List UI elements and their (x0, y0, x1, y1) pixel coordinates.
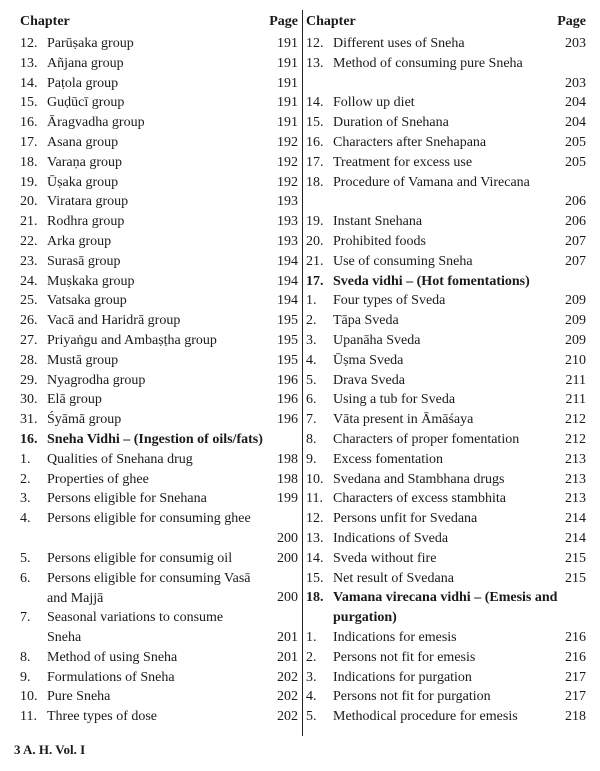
contents-column-right (306, 10, 586, 727)
entry-title: Paṭola group (47, 75, 119, 91)
entry-number: 12. (306, 36, 324, 51)
toc-entry (20, 74, 298, 94)
entry-title: Parūṣaka group (47, 36, 134, 51)
entry-title: Muṣkaka group (47, 273, 135, 289)
entry-number: 21. (20, 214, 38, 230)
toc-entry (20, 54, 298, 74)
entry-number: 27. (20, 332, 38, 348)
entry-title: Arka group (47, 233, 112, 249)
entry-number: 12. (20, 36, 38, 51)
toc-entry (306, 450, 586, 470)
entry-page-number: 204 (565, 115, 586, 131)
entry-title: Śyāmā group (47, 412, 122, 428)
entry-page-number: 204 (565, 95, 586, 111)
toc-entry (306, 687, 586, 707)
column-divider (302, 10, 303, 736)
entry-number: 18. (20, 154, 38, 170)
entry-title: Net result of Svedana (333, 570, 454, 586)
entry-list-right (306, 34, 586, 727)
entry-number: 10. (306, 471, 324, 487)
toc-entry (20, 569, 298, 609)
entry-title: Instant Snehana (333, 214, 423, 230)
entry-title: Prohibited foods (333, 233, 426, 249)
entry-number: 14. (306, 95, 324, 111)
entry-title: Sneha Vidhi – (Ingestion of oils/fats) (47, 431, 263, 447)
entry-page-number: 213 (565, 491, 586, 507)
entry-number: 15. (306, 115, 324, 131)
entry-page-number: 195 (277, 313, 298, 329)
toc-entry (306, 34, 586, 54)
entry-number: 4. (306, 689, 317, 705)
toc-entry (20, 153, 298, 173)
toc-entry (20, 331, 298, 351)
entry-page-number: 193 (277, 233, 298, 249)
entry-page-number: 194 (277, 253, 298, 269)
entry-number: 4. (20, 511, 31, 527)
entry-title: Asana group (47, 134, 119, 150)
entry-number: 3. (306, 332, 317, 348)
entry-number: 13. (306, 55, 324, 71)
toc-entry (20, 232, 298, 252)
entry-page-number: 192 (277, 134, 298, 150)
toc-entry (20, 608, 298, 648)
entry-page-number: 206 (565, 214, 586, 230)
entry-number: 6. (306, 392, 317, 408)
entry-page-number: 200 (277, 550, 298, 566)
entry-number: 17. (20, 134, 38, 150)
entry-title: Characters of excess stambhita (333, 491, 506, 507)
entry-title: Varaṇa group (47, 154, 123, 170)
toc-entry (20, 648, 298, 668)
entry-number: 17. (306, 273, 324, 289)
entry-number: 22. (20, 233, 38, 249)
entry-number: 28. (20, 352, 38, 368)
toc-entry (20, 34, 298, 54)
toc-entry (20, 272, 298, 292)
entry-page-number: 216 (565, 649, 586, 665)
entry-title: Persons eligible for Snehana (47, 491, 207, 507)
column-header-right (306, 10, 586, 34)
entry-page-number: 201 (277, 629, 298, 645)
entry-number: 20. (20, 194, 38, 210)
toc-entry (20, 687, 298, 707)
entry-number: 19. (306, 214, 324, 230)
entry-page-number: 193 (277, 214, 298, 230)
entry-title: Añjana group (47, 55, 124, 71)
entry-page-number: 193 (277, 194, 298, 210)
toc-entry (306, 430, 586, 450)
entry-title: Treatment for excess use (333, 154, 473, 170)
entry-number: 15. (306, 570, 324, 586)
entry-title: Pure Sneha (47, 689, 111, 705)
entry-title: Persons eligible for consuming Vasā and Majjā (47, 570, 251, 606)
entry-title: Persons unfit for Svedana (333, 511, 478, 527)
entry-number: 1. (20, 451, 31, 467)
entry-number: 18. (306, 174, 324, 190)
entry-page-number: 213 (565, 471, 586, 487)
toc-entry (306, 470, 586, 490)
toc-entry (306, 707, 586, 727)
entry-page-number: 211 (565, 392, 586, 408)
entry-number: 9. (20, 669, 31, 685)
entry-number: 2. (306, 649, 317, 665)
entry-title: Nyagrodha group (47, 372, 146, 388)
entry-number: 3. (20, 491, 31, 507)
entry-title: Properties of ghee (47, 471, 149, 487)
toc-entry (20, 311, 298, 331)
entry-title: Sveda without fire (333, 550, 437, 566)
entry-title: Formulations of Sneha (47, 669, 175, 685)
toc-entry (306, 133, 586, 153)
toc-entry (306, 291, 586, 311)
entry-page-number: 212 (565, 431, 586, 447)
entry-title: Procedure of Vamana and Virecana (333, 174, 530, 190)
entry-number: 30. (20, 392, 38, 408)
entry-number: 8. (20, 649, 31, 665)
entry-number: 14. (20, 75, 38, 91)
entry-title: Characters of proper fomentation (333, 431, 520, 447)
entry-number: 5. (306, 709, 317, 725)
toc-entry (306, 371, 586, 391)
toc-entry (306, 232, 586, 252)
entry-page-number: 218 (565, 709, 586, 725)
entry-page-number: 203 (565, 75, 586, 91)
entry-title: Method of consuming pure Sneha (333, 55, 523, 71)
entry-page-number: 207 (565, 233, 586, 249)
entry-number: 20. (306, 233, 324, 249)
entry-title: Indications of Sveda (333, 530, 449, 546)
entry-number: 16. (306, 134, 324, 150)
entry-number: 2. (20, 471, 31, 487)
entry-title: Tāpa Sveda (333, 313, 399, 329)
entry-page-number: 210 (565, 352, 586, 368)
entry-number: 16. (20, 431, 38, 447)
column-header-left (20, 10, 298, 34)
entry-title: Guḍūcī group (47, 95, 125, 111)
toc-entry (20, 489, 298, 509)
toc-entry (20, 668, 298, 688)
entry-page-number: 195 (277, 352, 298, 368)
entry-title: Methodical procedure for emesis (333, 709, 518, 725)
entry-number: 7. (306, 412, 317, 428)
entry-page-number: 215 (565, 570, 586, 586)
entry-title: Seasonal variations to consume Sneha (47, 610, 224, 646)
entry-title: Using a tub for Sveda (333, 392, 456, 408)
contents-column-left (20, 10, 298, 727)
entry-number: 4. (306, 352, 317, 368)
entry-number: 29. (20, 372, 38, 388)
entry-title: Use of consuming Sneha (333, 253, 473, 269)
toc-entry (306, 628, 586, 648)
entry-page-number: 217 (565, 669, 586, 685)
entry-page-number: 215 (565, 550, 586, 566)
entry-number: 31. (20, 412, 38, 428)
entry-title: Priyaṅgu and Ambaṣṭha group (47, 332, 217, 348)
entry-number: 11. (306, 491, 323, 507)
toc-entry (306, 153, 586, 173)
entry-page-number: 196 (277, 412, 298, 428)
toc-entry (306, 252, 586, 272)
entry-number: 15. (20, 95, 38, 111)
entry-page-number: 191 (277, 75, 298, 91)
entry-list-left (20, 34, 298, 727)
page-heading: Page (557, 14, 586, 29)
entry-title: Four types of Sveda (333, 293, 446, 309)
entry-number: 18. (306, 590, 324, 606)
toc-entry (306, 668, 586, 688)
entry-title: Excess fomentation (333, 451, 444, 467)
toc-entry (306, 113, 586, 133)
chapter-heading: Chapter (20, 14, 70, 29)
entry-title: Upanāha Sveda (333, 332, 421, 348)
entry-number: 13. (306, 530, 324, 546)
toc-entry (306, 489, 586, 509)
entry-page-number: 192 (277, 174, 298, 190)
toc-entry (306, 529, 586, 549)
entry-page-number: 194 (277, 273, 298, 289)
footer-signature: 3 A. H. Vol. I (14, 742, 86, 757)
entry-title: Vacā and Haridrā group (47, 313, 181, 329)
toc-entry (20, 351, 298, 371)
section-heading (306, 272, 586, 292)
entry-title: Ūṣma Sveda (333, 352, 404, 368)
entry-number: 6. (20, 570, 31, 586)
entry-page-number: 216 (565, 629, 586, 645)
entry-number: 23. (20, 253, 38, 269)
entry-title: Indications for emesis (333, 629, 457, 645)
toc-entry (306, 648, 586, 668)
entry-number: 1. (306, 629, 317, 645)
toc-entry (20, 549, 298, 569)
entry-number: 21. (306, 253, 324, 269)
entry-page-number: 205 (565, 154, 586, 170)
entry-title: Characters after Snehapana (333, 134, 487, 150)
chapter-heading: Chapter (306, 14, 356, 29)
entry-page-number: 217 (565, 689, 586, 705)
entry-page-number: 194 (277, 293, 298, 309)
entry-page-number: 202 (277, 669, 298, 685)
toc-entry (20, 410, 298, 430)
toc-entry (20, 291, 298, 311)
entry-page-number: 201 (277, 649, 298, 665)
entry-page-number: 206 (565, 194, 586, 210)
toc-entry (306, 509, 586, 529)
entry-page-number: 196 (277, 372, 298, 388)
entry-page-number: 191 (277, 115, 298, 131)
entry-page-number: 207 (565, 253, 586, 269)
entry-title: Sveda vidhi – (Hot fomentations) (333, 273, 530, 289)
entry-number: 12. (306, 511, 324, 527)
entry-page-number: 198 (277, 451, 298, 467)
entry-number: 24. (20, 273, 38, 289)
toc-entry (306, 331, 586, 351)
entry-page-number: 211 (565, 372, 586, 388)
entry-title: Rodhra group (47, 214, 125, 230)
toc-entry (20, 192, 298, 212)
entry-number: 13. (20, 55, 38, 71)
entry-number: 26. (20, 313, 38, 329)
entry-number: 5. (306, 372, 317, 388)
entry-page-number: 191 (277, 55, 298, 71)
entry-title: Qualities of Snehana drug (47, 451, 193, 467)
entry-title: Three types of dose (47, 709, 158, 725)
entry-page-number: 199 (277, 491, 298, 507)
toc-entry (306, 54, 586, 94)
entry-title: Vamana virecana vidhi – (Emesis and purgation) (333, 590, 558, 626)
entry-page-number: 209 (565, 293, 586, 309)
toc-entry (20, 252, 298, 272)
toc-entry (20, 390, 298, 410)
toc-entry (20, 707, 298, 727)
entry-title: Duration of Snehana (333, 115, 449, 131)
entry-number: 25. (20, 293, 38, 309)
entry-page-number: 209 (565, 313, 586, 329)
toc-entry (20, 93, 298, 113)
entry-number: 11. (20, 709, 37, 725)
toc-entry (20, 212, 298, 232)
toc-entry (306, 212, 586, 232)
entry-title: Svedana and Stambhana drugs (333, 471, 505, 487)
entry-page-number: 214 (565, 511, 586, 527)
entry-title: Mustā group (47, 352, 119, 368)
entry-page-number: 203 (565, 36, 586, 51)
section-heading (306, 588, 586, 628)
entry-page-number: 209 (565, 332, 586, 348)
entry-title: Method of using Sneha (47, 649, 178, 665)
entry-title: Indications for purgation (333, 669, 472, 685)
toc-entry (20, 450, 298, 470)
entry-page-number: 212 (565, 412, 586, 428)
entry-number: 1. (306, 293, 317, 309)
toc-entry (306, 311, 586, 331)
entry-title: Āragvadha group (47, 115, 145, 131)
entry-number: 19. (20, 174, 38, 190)
entry-page-number: 200 (277, 590, 298, 606)
entry-title: Surasā group (47, 253, 121, 269)
entry-page-number: 202 (277, 689, 298, 705)
toc-entry (20, 113, 298, 133)
entry-page-number: 200 (277, 530, 298, 546)
entry-page-number: 198 (277, 471, 298, 487)
page-heading: Page (269, 14, 298, 29)
toc-entry (20, 371, 298, 391)
toc-entry (20, 133, 298, 153)
entry-title: Persons not fit for emesis (333, 649, 476, 665)
entry-number: 2. (306, 313, 317, 329)
toc-entry (306, 410, 586, 430)
entry-page-number: 192 (277, 154, 298, 170)
entry-number: 7. (20, 610, 31, 626)
entry-page-number: 196 (277, 392, 298, 408)
entry-page-number: 213 (565, 451, 586, 467)
entry-page-number: 195 (277, 332, 298, 348)
entry-number: 3. (306, 669, 317, 685)
entry-title: Drava Sveda (333, 372, 405, 388)
toc-entry (20, 509, 298, 549)
toc-entry (306, 351, 586, 371)
entry-number: 5. (20, 550, 31, 566)
toc-entry (306, 549, 586, 569)
entry-title: Elā group (47, 392, 102, 408)
toc-entry (306, 173, 586, 213)
entry-page-number: 191 (277, 95, 298, 111)
section-heading (20, 430, 298, 450)
entry-title: Different uses of Sneha (333, 36, 465, 51)
entry-title: Follow up diet (333, 95, 415, 111)
entry-page-number: 214 (565, 530, 586, 546)
entry-page-number: 191 (277, 36, 298, 51)
entry-title: Ūṣaka group (47, 174, 119, 190)
toc-entry (20, 173, 298, 193)
toc-entry (306, 390, 586, 410)
entry-title: Persons eligible for consuming ghee (47, 511, 251, 527)
toc-entry (306, 569, 586, 589)
entry-title: Persons eligible for consumig oil (47, 550, 233, 566)
toc-entry (20, 470, 298, 490)
entry-number: 10. (20, 689, 38, 705)
entry-number: 17. (306, 154, 324, 170)
entry-number: 9. (306, 451, 317, 467)
entry-number: 14. (306, 550, 324, 566)
toc-entry (306, 93, 586, 113)
entry-title: Vatsaka group (47, 293, 127, 309)
entry-title: Viratara group (47, 194, 129, 210)
entry-title: Vāta present in Āmāśaya (333, 412, 474, 428)
entry-page-number: 205 (565, 134, 586, 150)
entry-number: 8. (306, 431, 317, 447)
entry-title: Persons not fit for purgation (333, 689, 491, 705)
entry-page-number: 202 (277, 709, 298, 725)
entry-number: 16. (20, 115, 38, 131)
